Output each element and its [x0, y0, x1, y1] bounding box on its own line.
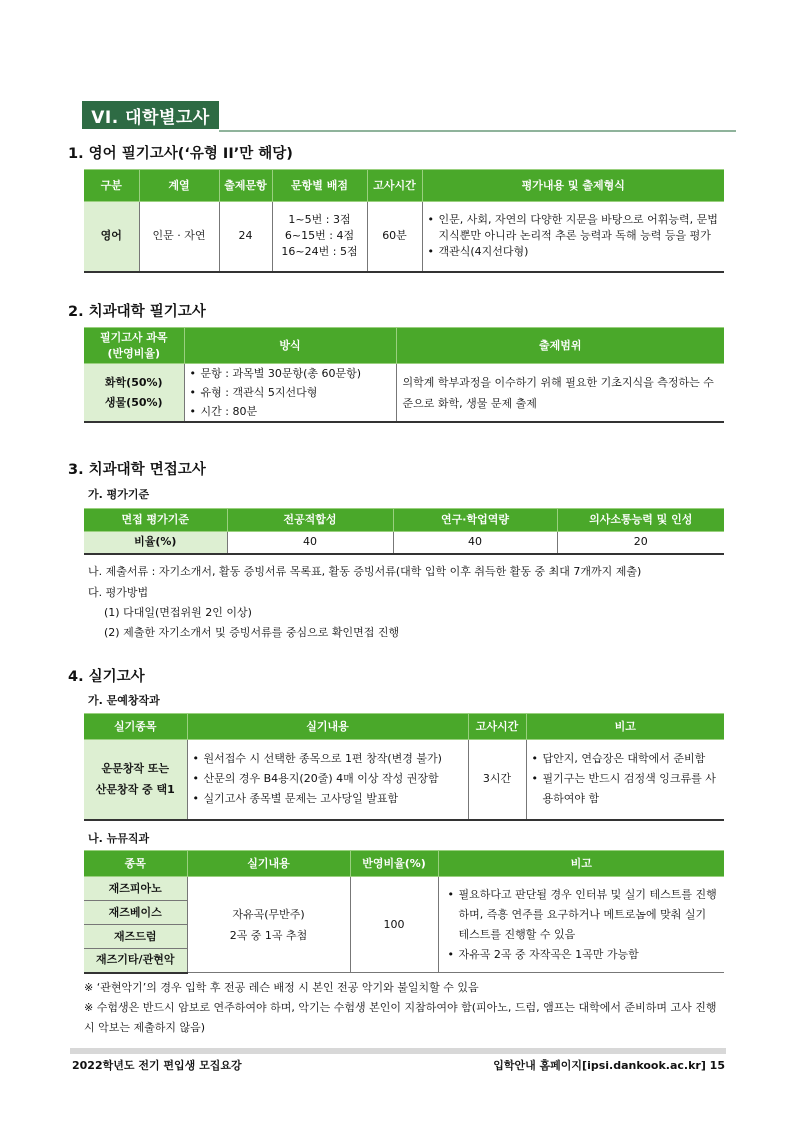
header-content: 실기내용 — [187, 851, 350, 877]
header-scope: 출제범위 — [396, 328, 724, 364]
header-item: 실기종목 — [84, 714, 187, 740]
subject-chemistry: 화학(50%) — [104, 375, 163, 389]
note-2: ※ 수험생은 반드시 암보로 연주하여야 하며, 악기는 수험생 본인이 지참하여야 함(피아노, 드럼, 앰프는 대학에서 준비하며 고사 진행 시 악보는 제출하지 않음) — [84, 1001, 717, 1034]
new-music-table — [84, 850, 724, 974]
ratio-cell: 100 — [350, 877, 438, 973]
criteria-subheading: 가. 평가기준 — [88, 488, 150, 501]
header-note: 비고 — [526, 714, 724, 740]
english-exam-table — [84, 169, 724, 273]
header-subject — [84, 328, 184, 364]
item-line: 운문창작 또는 — [101, 762, 170, 776]
method-item: • 유형 : 객관식 5지선다형 — [189, 383, 392, 402]
ratio-label: 비율(%) — [84, 532, 227, 554]
section-3-heading: 3. 치과대학 면접고사 — [68, 462, 206, 478]
note-item: • 필요하다고 판단될 경우 인터뷰 및 실기 테스트를 진행하며, 즉흥 연주를 요구하거나 메트로놈에 맞춰 실기 테스트를 진행할 수 있음 — [447, 885, 721, 945]
note-item: • 필기구는 반드시 검정색 잉크류를 사용하여야 함 — [531, 769, 721, 809]
footer-left: 2022학년도 전기 편입생 모집요강 — [72, 1059, 242, 1072]
item-line: 산문창작 중 택1 — [95, 783, 175, 797]
content-line: 자유곡(무반주) — [232, 907, 305, 921]
note-item: • 자유곡 2곡 중 자작곡은 1곡만 가능함 — [447, 945, 721, 965]
ratio-value: 40 — [393, 532, 557, 554]
method-subheading: 다. 평가방법 — [88, 586, 149, 599]
header-academic: 연구·학업역량 — [393, 509, 557, 532]
method-cell — [184, 364, 396, 423]
item-jazz-guitar: 재즈기타/관현악 — [84, 949, 187, 973]
section-1-heading: 1. 영어 필기고사(‘유형 II’만 해당) — [68, 146, 293, 162]
header-field: 계열 — [139, 170, 219, 202]
subject-biology: 생물(50%) — [104, 395, 163, 409]
item-jazz-bass: 재즈베이스 — [84, 901, 187, 925]
ratio-value: 20 — [557, 532, 724, 554]
content-item: • 실기고사 종목별 문제는 고사당일 발표함 — [192, 789, 464, 809]
content-item: • 산문의 경우 B4용지(20줄) 4매 이상 작성 권장함 — [192, 769, 464, 789]
footer-bar — [70, 1048, 726, 1054]
item-jazz-drum: 재즈드럼 — [84, 925, 187, 949]
count-cell: 24 — [219, 202, 272, 272]
header-category: 구분 — [84, 170, 139, 202]
subjects-cell — [84, 364, 184, 423]
creative-writing-table — [84, 713, 724, 821]
method-item-2: (2) 제출한 자기소개서 및 증빙서류를 중심으로 확인면접 진행 — [104, 626, 400, 639]
content-line: 2곡 중 1곡 추첨 — [229, 928, 308, 942]
header-criteria: 면접 평가기준 — [84, 509, 227, 532]
field-cell: 인문 · 자연 — [139, 202, 219, 272]
header-content: 평가내용 및 출제형식 — [422, 170, 724, 202]
points-line: 1~5번 : 3점 — [288, 213, 351, 227]
method-item-1: (1) 다대일(면접위원 2인 이상) — [104, 606, 252, 619]
header-count: 출제문항 — [219, 170, 272, 202]
header-method: 방식 — [184, 328, 396, 364]
header-subject-line: 필기고사 과목 — [99, 330, 168, 344]
chapter-divider — [219, 130, 736, 132]
section-4-heading: 4. 실기고사 — [68, 669, 145, 685]
subject-cell: 영어 — [84, 202, 139, 272]
header-time: 고사시간 — [468, 714, 526, 740]
item-jazz-piano: 재즈피아노 — [84, 877, 187, 901]
header-ratio: 반영비율(%) — [350, 851, 438, 877]
dental-written-table — [84, 327, 724, 423]
documents-line: 나. 제출서류 : 자기소개서, 활동 증빙서류 목록표, 활동 증빙서류(대학 입학 이후 취득한 활동 중 최대 7개까지 제출) — [88, 565, 642, 578]
method-item: • 시간 : 80분 — [189, 402, 392, 421]
chapter-title: VI. 대학별고사 — [82, 101, 219, 129]
content-cell — [187, 740, 468, 820]
note-1: ※ ‘관현악기’의 경우 입학 후 전공 레슨 배정 시 본인 전공 악기와 불일치할 수 있음 — [84, 981, 479, 994]
new-music-subheading: 나. 뉴뮤직과 — [88, 832, 150, 845]
header-major-fit: 전공적합성 — [227, 509, 393, 532]
header-item: 종목 — [84, 851, 187, 877]
interview-criteria-table — [84, 508, 724, 555]
content-cell — [187, 877, 350, 973]
points-line: 16~24번 : 5점 — [281, 245, 358, 259]
time-cell: 60분 — [367, 202, 422, 272]
points-cell — [272, 202, 367, 272]
time-cell: 3시간 — [468, 740, 526, 820]
creative-writing-subheading: 가. 문예창작과 — [88, 694, 160, 707]
content-item: • 객관식(4지선다형) — [427, 244, 721, 260]
method-item: • 문항 : 과목별 30문항(총 60문항) — [189, 364, 392, 383]
header-ratio-line: (반영비율) — [107, 346, 161, 360]
ratio-value: 40 — [227, 532, 393, 554]
note-item: • 답안지, 연습장은 대학에서 준비함 — [531, 749, 721, 769]
header-time: 고사시간 — [367, 170, 422, 202]
scope-cell: 의학계 학부과정을 이수하기 위해 필요한 기초지식을 측정하는 수준으로 화학, 생물 문제 출제 — [396, 364, 724, 423]
content-cell — [422, 202, 724, 272]
section-2-heading: 2. 치과대학 필기고사 — [68, 304, 206, 320]
content-item: • 인문, 사회, 자연의 다양한 지문을 바탕으로 어휘능력, 문법 지식뿐만 아니라 논리적 추론 능력과 독해 능력 등을 평가 — [427, 212, 721, 244]
content-item: • 원서접수 시 선택한 종목으로 1편 창작(변경 불가) — [192, 749, 464, 769]
header-points: 문항별 배점 — [272, 170, 367, 202]
item-cell — [84, 740, 187, 820]
note-cell — [526, 740, 724, 820]
header-note: 비고 — [438, 851, 724, 877]
header-communication: 의사소통능력 및 인성 — [557, 509, 724, 532]
points-line: 6~15번 : 4점 — [284, 229, 355, 243]
note-cell — [438, 877, 724, 973]
header-content: 실기내용 — [187, 714, 468, 740]
footer-right: 입학안내 홈페이지[ipsi.dankook.ac.kr] 15 — [493, 1059, 725, 1072]
